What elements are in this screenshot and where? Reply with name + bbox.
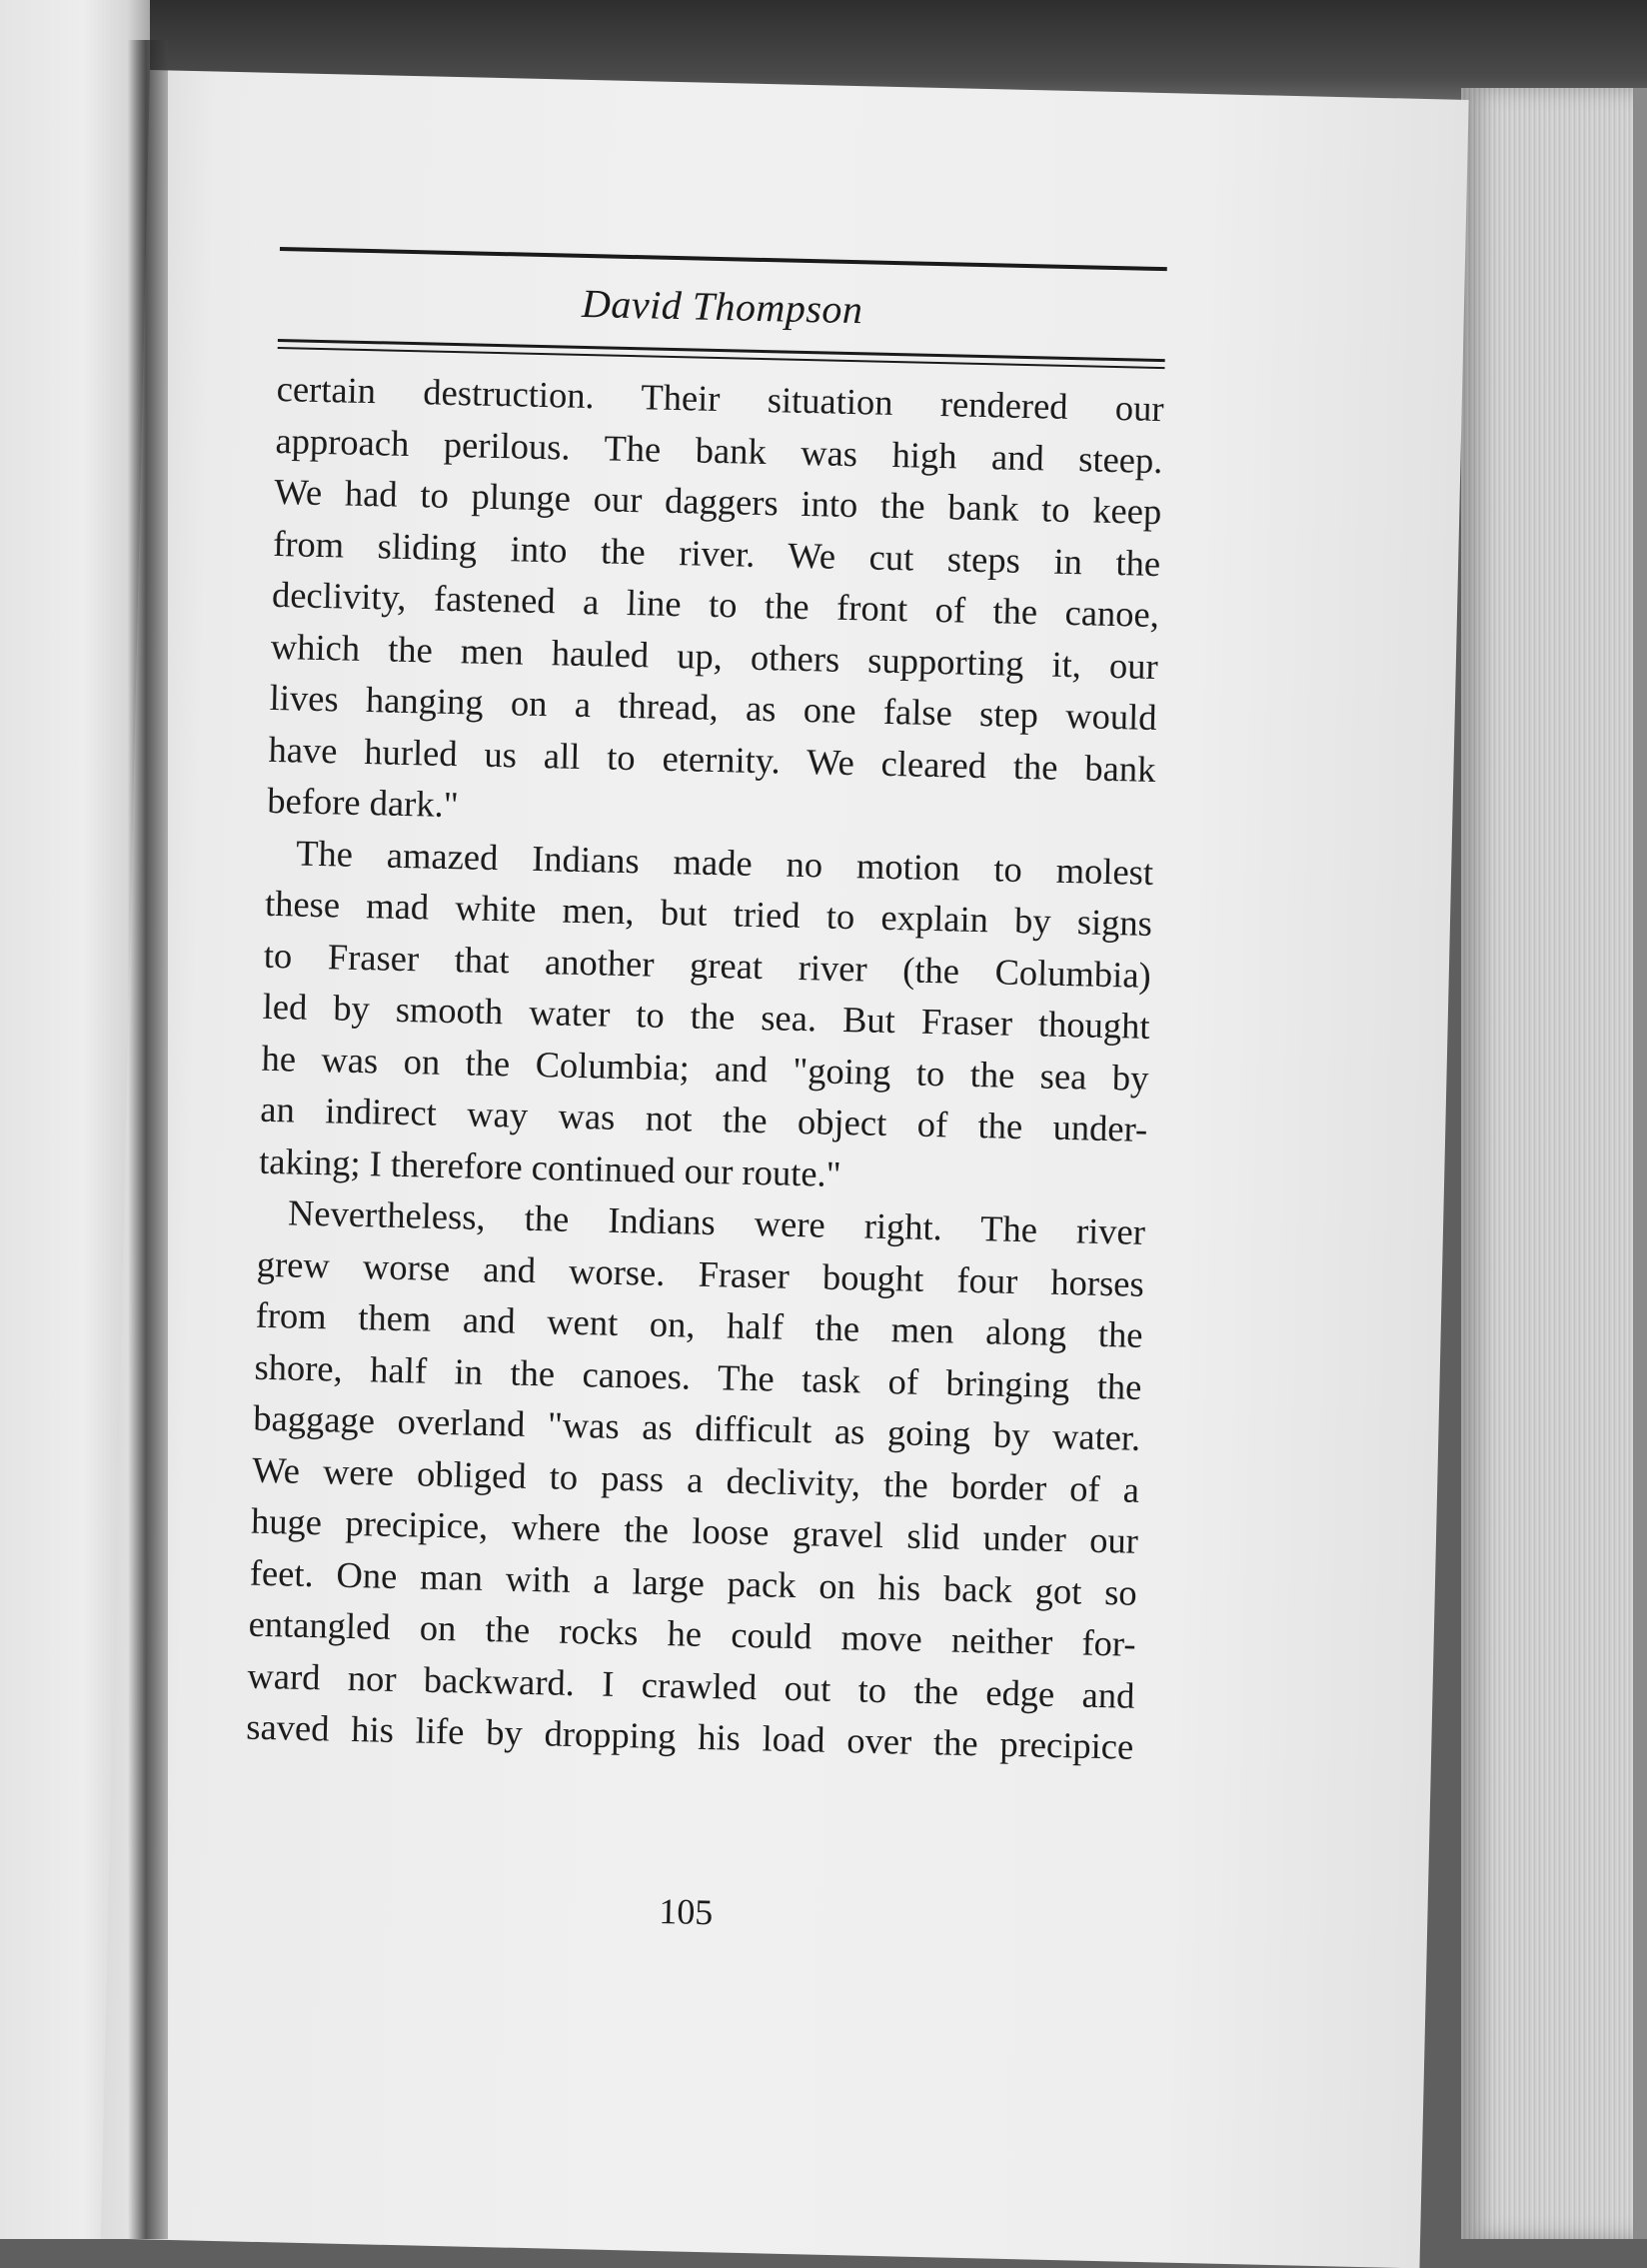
page-edge-stack [1461,88,1647,2239]
text-line: from sliding into the river. We cut steps in the [272,522,1161,584]
text-line: huge precipice, where the loose gravel slid under our [250,1499,1139,1561]
page-number: 105 [658,1891,714,1933]
paragraph-3 [246,1186,1146,1773]
text-line: an indirect way was not the object of the under- [259,1088,1148,1149]
text-line: these mad white men, but tried to explain by signs [264,882,1153,944]
text-line: grew worse and worse. Fraser bought four horses [256,1242,1145,1304]
text-line: certain destruction. Their situation rendered our [276,367,1165,430]
text-line: he was on the Columbia; and "going to the sea by [261,1037,1149,1099]
text-line: led by smooth water to the sea. But Fraser thought [262,985,1151,1047]
header-double-rule [278,339,1165,369]
text-line: lives hanging on a thread, as one false step would [269,676,1158,739]
book-page [101,70,1469,2268]
text-line: shore, half in the canoes. The task of bringing the [254,1345,1142,1407]
text-line: have hurled us all to eternity. We cleared the bank [268,728,1156,790]
text-line: taking; I therefore continued our route." [258,1139,842,1194]
spine-gutter-shadow [128,40,168,2239]
text-line: declivity, fastened a line to the front of the canoe, [271,573,1160,636]
page-content [246,247,1167,1772]
text-line: from them and went on, half the men along the [255,1293,1144,1355]
text-line: feet. One man with a large pack on his back got so [249,1551,1138,1613]
text-line: baggage overland "was as difficult as going by water. [252,1396,1141,1458]
text-line: The amazed Indians made no motion to molest [295,832,1154,893]
text-line: saved his life by dropping his load over the precipice [245,1705,1134,1767]
text-line: which the men hauled up, others supporting it, our [270,625,1159,687]
paragraph-2 [259,826,1154,1206]
text-line: approach perilous. The bank was high and steep. [275,419,1163,481]
text-line: to Fraser that another great river (the Columbia) [263,934,1152,996]
paragraph-1 [267,363,1164,847]
text-line: entangled on the rocks he could move neither for- [248,1602,1137,1664]
header-rule [280,247,1167,271]
text-line: ward nor backward. I crawled out to the edge and [247,1654,1135,1716]
text-line: Nevertheless, the Indians were right. The river [287,1191,1146,1252]
text-line: We had to plunge our daggers into the bank to keep [274,470,1162,533]
body-text [246,363,1164,1772]
text-line: before dark." [266,779,460,826]
running-head: David Thompson [581,280,863,333]
text-line: We were obliged to pass a declivity, the border of a [251,1448,1140,1510]
